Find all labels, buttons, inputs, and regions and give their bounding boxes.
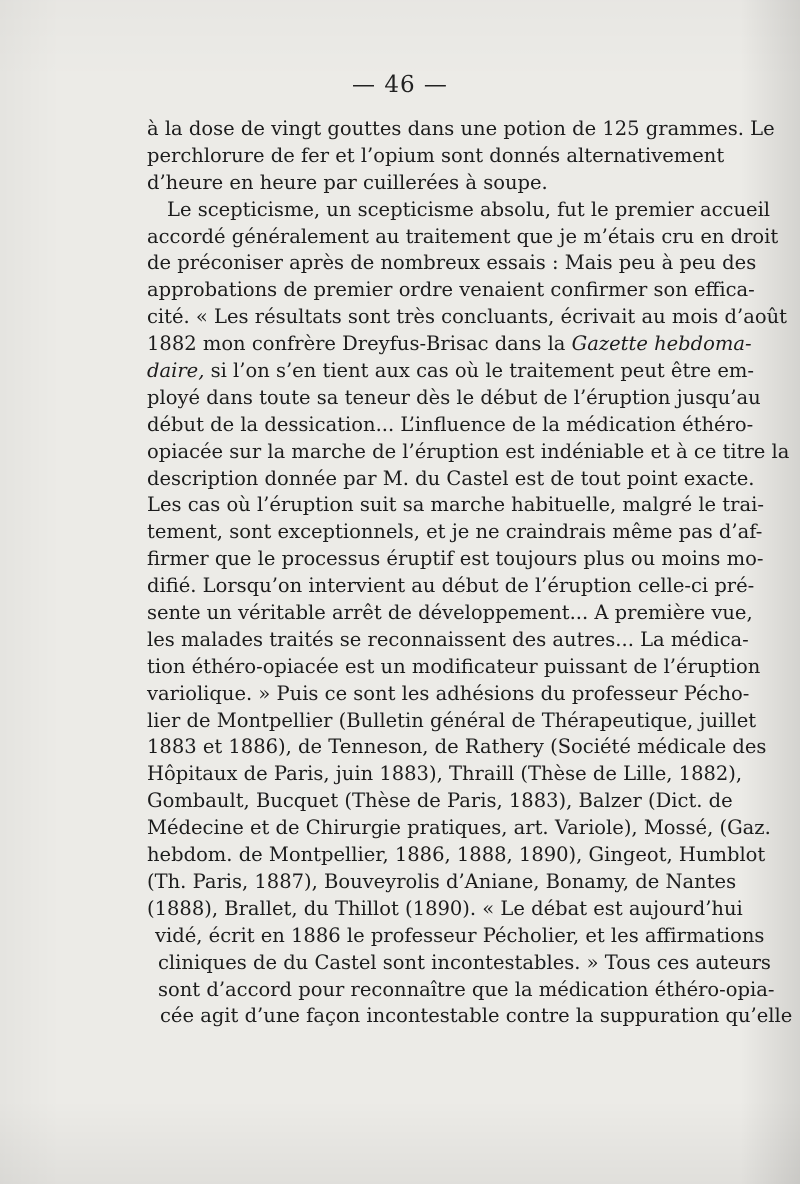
text-line: cée agit d’une façon incontestable contre la suppuration qu’elle bbox=[160, 1004, 793, 1028]
text-line: hebdom. de Montpellier, 1886, 1888, 1890), Gingeot, Humblot bbox=[147, 843, 766, 867]
text-line: Le scepticisme, un scepticisme absolu, fut le premier accueil bbox=[167, 197, 771, 221]
text-line: perchlorure de fer et l’opium sont donnés alternativement bbox=[147, 143, 725, 167]
italic-title: Gazette hebdoma- bbox=[571, 332, 752, 356]
text-line: approbations de premier ordre venaient confirmer son effica- bbox=[147, 278, 755, 302]
text-line: à la dose de vingt gouttes dans une potion de 125 grammes. Le bbox=[147, 117, 775, 140]
text-line: description donnée par M. du Castel est de tout point exacte. bbox=[147, 466, 755, 490]
text-line: vidé, écrit en 1886 le professeur Pécholier, et les affirmations bbox=[155, 923, 765, 947]
text-line: Hôpitaux de Paris, juin 1883), Thraill (Thèse de Lille, 1882), bbox=[147, 762, 743, 786]
text-segment: 1882 mon confrère Dreyfus-Brisac dans la bbox=[147, 332, 566, 356]
text-line: tion éthéro-opiacée est un modificateur puissant de l’éruption bbox=[147, 654, 761, 678]
text-line: ployé dans toute sa teneur dès le début de l’éruption jusqu’au bbox=[147, 385, 761, 409]
text-line-with-italic bbox=[147, 331, 752, 358]
text-line: accordé généralement au traitement que je m’étais cru en droit bbox=[147, 224, 779, 248]
text-line: difié. Lorsqu’on intervient au début de l’éruption celle-ci pré- bbox=[147, 574, 755, 598]
text-line: début de la dessication... L’influence de la médication éthéro- bbox=[147, 412, 754, 436]
text-line: variolique. » Puis ce sont les adhésions du professeur Pécho- bbox=[147, 681, 750, 705]
page-number: — 46 — bbox=[352, 72, 448, 98]
text-line: Médecine et de Chirurgie pratiques, art. Variole), Mossé, (Gaz. bbox=[147, 816, 771, 840]
text-line: (Th. Paris, 1887), Bouveyrolis d’Aniane, Bonamy, de Nantes bbox=[147, 869, 737, 893]
text-line: sont d’accord pour reconnaître que la médication éthéro-opia- bbox=[158, 977, 775, 1001]
text-line: de préconiser après de nombreux essais : Mais peu à peu des bbox=[147, 251, 757, 275]
text-line: Gombault, Bucquet (Thèse de Paris, 1883), Balzer (Dict. de bbox=[147, 789, 733, 813]
text-line: firmer que le processus éruptif est toujours plus ou moins mo- bbox=[147, 547, 764, 571]
text-line: tement, sont exceptionnels, et je ne craindrais même pas d’af- bbox=[147, 520, 763, 544]
text-line: les malades traités se reconnaissent des autres... La médica- bbox=[147, 627, 749, 651]
text-line: Les cas où l’éruption suit sa marche habituelle, malgré le trai- bbox=[147, 493, 764, 517]
text-line: d’heure en heure par cuillerées à soupe. bbox=[147, 170, 548, 194]
body-text bbox=[147, 116, 793, 1030]
italic-title: daire, bbox=[147, 359, 205, 383]
text-line: cliniques de du Castel sont incontestables. » Tous ces auteurs bbox=[158, 950, 771, 974]
text-line-with-italic bbox=[147, 358, 754, 385]
text-line: cité. « Les résultats sont très concluants, écrivait au mois d’août bbox=[147, 305, 787, 329]
text-segment: si l’on s’en tient aux cas où le traitement peut être em- bbox=[204, 359, 754, 383]
text-line: lier de Montpellier (Bulletin général de Thérapeutique, juillet bbox=[147, 708, 757, 732]
text-line: sente un véritable arrêt de développement... A première vue, bbox=[147, 601, 753, 625]
text-line: opiacée sur la marche de l’éruption est indéniable et à ce titre la bbox=[147, 439, 790, 463]
text-line: (1888), Brallet, du Thillot (1890). « Le débat est aujourd’hui bbox=[147, 896, 743, 920]
text-line: 1883 et 1886), de Tenneson, de Rathery (Société médicale des bbox=[147, 735, 767, 759]
